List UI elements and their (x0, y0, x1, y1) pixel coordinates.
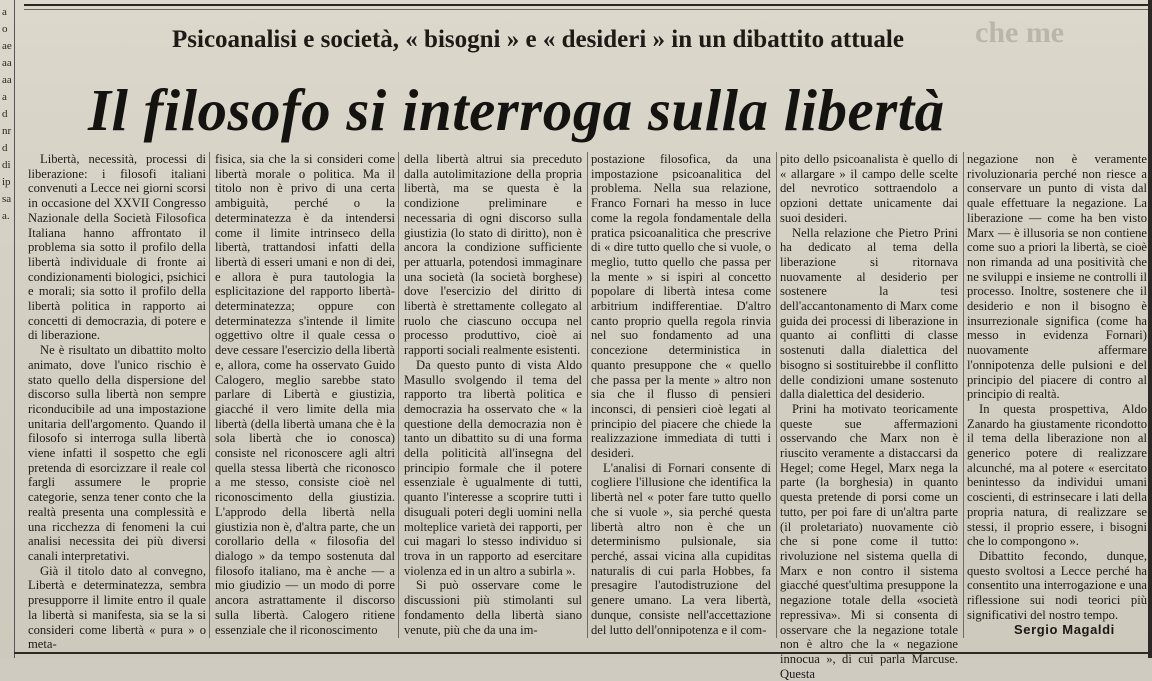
paragraph: Prini ha motivato teoricamente queste sue affermazioni osservando che Marx non è riuscito veramente a distaccarsi da Hegel; come Hegel, Marx nega la parte (la borghesia) in quanto questa pretende di porsi come un tutto, per poi fare di un'altra parte (il proletariato) nuovamente ciò che si pone come il tutto: rivoluzione nel sistema quella di Marx e non contro il sistema giacché quest'ultima presuppone la negazione totale della «società repressiva». Mi si consenta di osservare che la negazione totale non è altro che la « negazione innocua », di cui parla Marcuse. Questa (780, 401, 958, 681)
article-column-2 (215, 152, 395, 638)
article-column-4 (591, 152, 771, 638)
paragraph: Libertà, necessità, processi di liberazione: i filosofi italiani convenuti a Lecce nei giorni scorsi in occasione del XXVII Congresso Nazionale della Società Filosofica Italiana hanno affrontato il problema sia sotto il profilo della libertà individuale di fronte ai condizionamenti biologici, psichici e morali; sia sotto il profilo della libertà politica in rapporto ai concetti di democrazia, di potere e di liberazione. (28, 152, 206, 343)
article-headline: Il filosofo si interroga sulla libertà (88, 77, 945, 143)
paragraph: postazione filosofica, da una impostazione psicoanalitica del problema. Nella sua relazione, Franco Fornari ha messo in luce come la regola fondamentale della pratica psicoanalitica che prescrive di « dire tutto quello che si vuole, o meglio, tutto quello che passa per la mente » si ispiri al concetto popolare di libertà intesa come arbitrium indifferentiae. D'altro canto proprio quella regola rinvia nel suo fondamento ad una concezione deterministica in quanto presuppone che « quello che passa per la mente » altro non sia che il flusso di pensieri inconsci, di pensieri cioè legati al principio del piacere che chiede la realizzazione immediata di tutti i desideri. (591, 152, 771, 461)
article-column-6 (967, 152, 1147, 638)
top-rule-thin (24, 9, 1152, 10)
paragraph: negazione non è veramente rivoluzionaria perché non riesce a conservare un punto di vista dal quale effettuare la negazione. La liberazione — come ha ben visto Marx — è illusoria se non contiene come suo a priori la libertà, se cioè non rimanda ad una positività che ne sviluppi e insieme ne controlli il processo. Inoltre, sostenere che il desiderio e non il bisogno è insurrezionale significa (come ha messo in evidenza Fornari) nuovamente affermare l'onnipotenza delle pulsioni e del principio del piacere di contro al principio di realtà. (967, 152, 1147, 402)
paragraph: Già il titolo dato al convegno, Libertà e determinatezza, sembra presupporre il limite entro il quale la libertà si manifesta, sia se la si consideri come libertà « pura » o meta- (28, 563, 206, 652)
paragraph: In questa prospettiva, Aldo Zanardo ha giustamente ricondotto il tema della liberazione non al generico potere di realizzare alcunché, ma al potere « esercitato benintesso da individui umani coscienti, di estrinsecare i lati della propria natura, di realizzare se stessi, il proprio essere, i bisogni che lo compongono ». (967, 401, 1147, 549)
paragraph: fisica, sia che la si consideri come libertà morale o politica. Ma il titolo non è privo di una certa ambiguità, perché o la determinatezza è da intendersi come il limite intrinseco della libertà, trattandosi infatti della libertà di esseri umani e non di dei, e allora è pura tautologia la esplicitazione del rapporto libertà-determinatezza; oppure con determinatezza s'intende il limite oggettivo oltre il quale cessa o deve cessare l'esercizio della libertà e, allora, come ha osservato Guido Calogero, meglio sarebbe stato parlare di Libertà e giustizia, giacché il vero limite della mia libertà (della libertà umana che è la sola libertà che io conosca) consiste nel riconoscere agli altri quella stessa libertà che riconosco a me stesso, consiste cioè nel riconoscimento della giustizia. L'approdo della libertà nella giustizia non è, d'altra parte, che un corollario della « filosofia del dialogo » da tempo sostenuta dal filosofo italiano, ma è anche — a mio giudizio — un modo di porre ancora astrattamente il discorso sulla libertà. Calogero ritiene essenziale che il riconoscimento (215, 152, 395, 637)
paragraph: pito dello psicoanalista è quello di « allargare » il campo delle scelte del nevrotico sottraendolo a opzioni dettate unicamente dai suoi desideri. (780, 152, 958, 225)
scan-edge-shadow (1148, 0, 1152, 658)
column-divider (209, 152, 210, 638)
author-signature: Sergio Magaldi (1014, 622, 1115, 637)
paragraph: Da questo punto di vista Aldo Masullo svolgendo il tema del rapporto tra libertà politica e democrazia ha osservato che « la questione della democrazia non è tanto un dibattito su di una forma della politicità all'insegna del principio formale che il potere essenziale è ugualmente di tutti, quanto l'interesse a scoprire tutti i disuguali poteri degli uomini nella molteplice varietà dei rapporti, per cui magari lo stesso individuo si trova in un rapporto ad esercitare violenza ed in un altro a subirla ». (404, 357, 582, 578)
paragraph: della libertà altrui sia preceduto dalla autolimitazione della propria libertà, ma se questa è la condizione preliminare e necessaria di ogni discorso sulla giustizia (lo stato di diritto), non è ancora la condizione sufficiente per attuarla, potendosi immaginare una società (la società borghese) dove l'esercizio del diritto di libertà è strettamente collegato al ruolo che ciascuno occupa nel processo produttivo, cioè ai rapporti sociali realmente esistenti. (404, 152, 582, 358)
article-column-5 (780, 152, 958, 681)
column-divider (587, 152, 588, 638)
article-column-3 (404, 152, 582, 638)
paragraph: Ne è risultato un dibattito molto animato, dove l'unico rischio è stato quello della dispersione del discorso sulla libertà non sempre riconducibile ad una impostazione unitaria dell'argomento. Quando il filosofo si interroga sulla libertà viene infatti il sospetto che egli pretenda di esorcizzare il reale col fargli assumere le proprie categorie, senza tener conto che la realtà presenta una complessità e una ricchezza di fenomeni la cui analisi necessita dei più diversi canali interpretativi. (28, 343, 206, 563)
adjacent-column-letters: aoaeaaaaadnrddiipsaa. (2, 6, 12, 222)
paragraph: L'analisi di Fornari consente di cogliere l'illusione che identifica la libertà nel « poter fare tutto quello che si vuole », sia perché questa libertà altro non è che un determinismo pulsionale, sia perché, assai vicina alla cupiditas naturalis di cui parla Hobbes, fa presagire l'autodistruzione del genere umano. La vera libertà, dunque, consiste nell'accettazione del lutto dell'onnipotenza e il com- (591, 460, 771, 637)
adjacent-column-edge (0, 0, 15, 658)
paragraph: Dibattito fecondo, dunque, questo svoltosi a Lecce perché ha consentito una interrogazione e una riflessione sui nodi teorici più significativi del nostro tempo. (967, 548, 1147, 622)
column-divider (963, 152, 964, 638)
bleed-through-text: che me (975, 16, 1065, 49)
article-kicker: Psicoanalisi e società, « bisogni » e « desideri » in un dibattito attuale (172, 26, 904, 53)
top-rule (24, 4, 1152, 6)
article-column-1 (28, 152, 206, 652)
bottom-rule (14, 652, 1152, 654)
column-divider (776, 152, 777, 638)
column-divider (398, 152, 399, 638)
paragraph: Si può osservare come le discussioni più stimolanti sul fondamento della libertà siano venute, più che da una im- (404, 578, 582, 637)
paragraph: Nella relazione che Pietro Prini ha dedicato al tema della liberazione si ritornava nuovamente al desiderio per sostenere la tesi dell'accantonamento di Marx come guida dei processi di liberazione in quanto ai conflitti di classe sostenuti dalla dialettica del bisogno si sostituirebbe il conflitto delle condizioni umane sostenuto dalla dialettica del desiderio. (780, 225, 958, 402)
